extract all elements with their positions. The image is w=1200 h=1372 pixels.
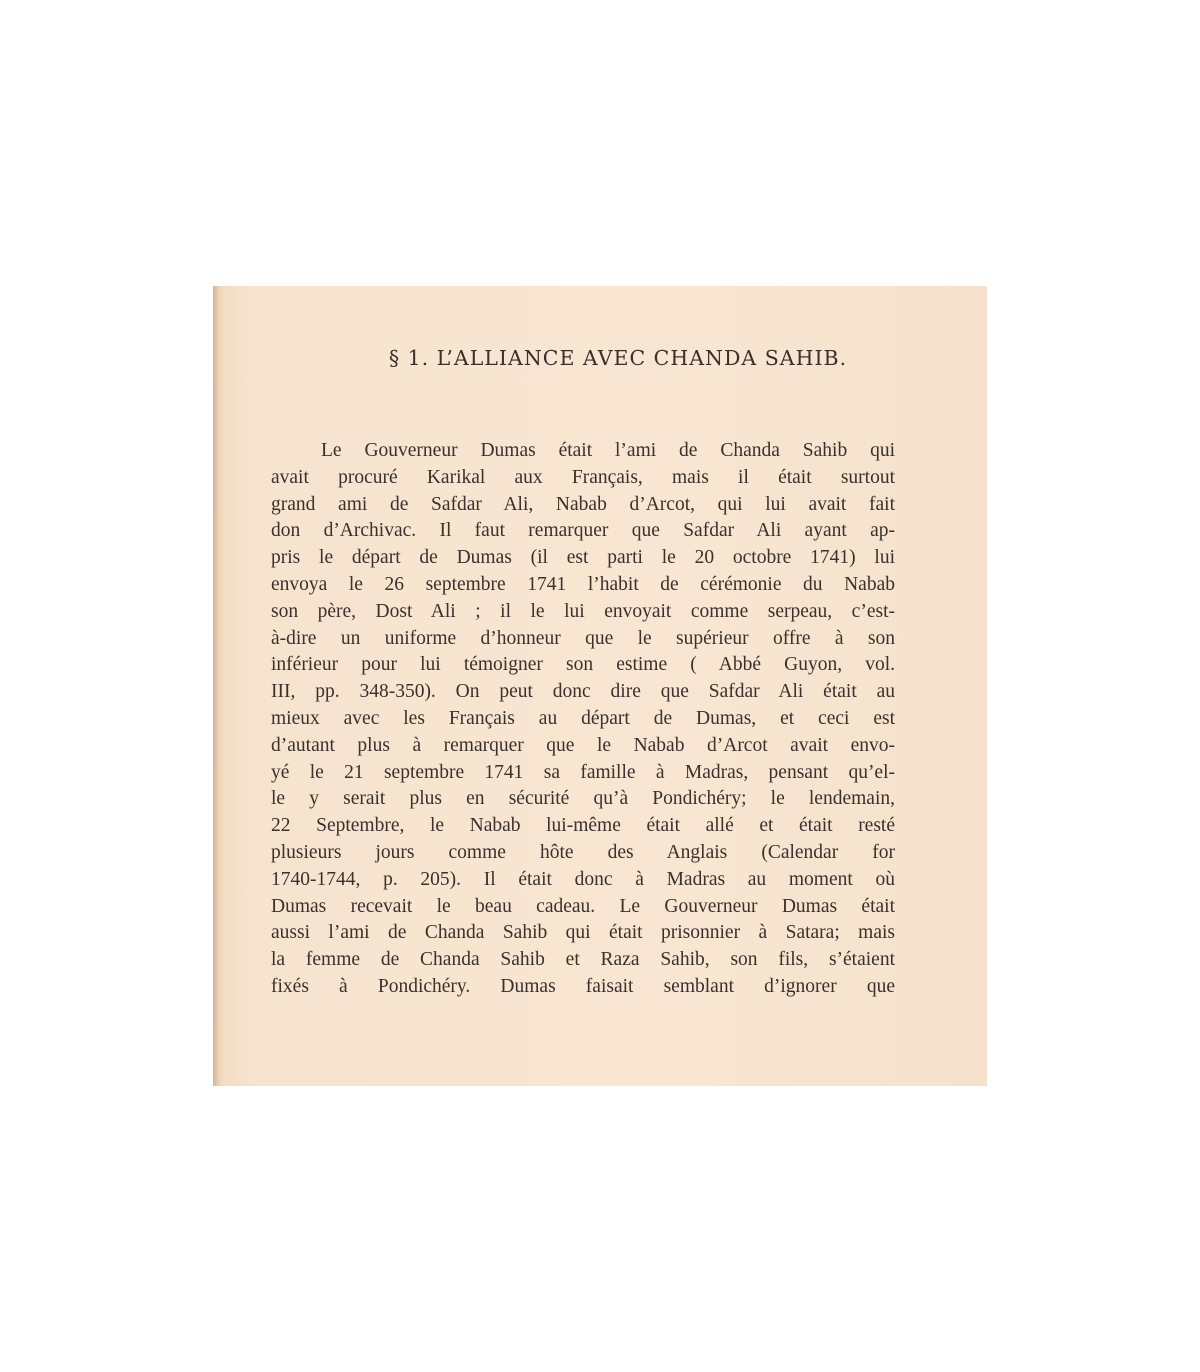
text-line: le y serait plus en sécurité qu’à Pondichéry; le lendemain,	[271, 788, 895, 810]
text-line: pris le départ de Dumas (il est parti le 20 octobre 1741) lui	[271, 547, 895, 569]
text-line: yé le 21 septembre 1741 sa famille à Madras, pensant qu’el-	[271, 761, 895, 783]
text-line: 22 Septembre, le Nabab lui-même était allé et était resté	[271, 815, 895, 837]
text-line: d’autant plus à remarquer que le Nabab d’Arcot avait envo-	[271, 734, 895, 756]
text-line: plusieurs jours comme hôte des Anglais (Calendar for	[271, 841, 895, 863]
text-line: III, pp. 348-350). On peut donc dire que Safdar Ali était au	[271, 681, 895, 703]
text-line: Dumas recevait le beau cadeau. Le Gouverneur Dumas était	[271, 895, 895, 917]
text-line: à-dire un uniforme d’honneur que le supérieur offre à son	[271, 627, 895, 649]
body-text	[271, 438, 895, 1001]
text-line: fixés à Pondichéry. Dumas faisait semblant d’ignorer que	[271, 975, 895, 997]
text-line: son père, Dost Ali ; il le lui envoyait comme serpeau, c’est-	[271, 600, 895, 622]
text-line: aussi l’ami de Chanda Sahib qui était prisonnier à Satara; mais	[271, 922, 895, 944]
text-line: 1740-1744, p. 205). Il était donc à Madras au moment où	[271, 868, 895, 890]
scanned-page	[213, 286, 987, 1086]
text-line: don d’Archivac. Il faut remarquer que Safdar Ali ayant ap-	[271, 520, 895, 542]
text-line: avait procuré Karikal aux Français, mais il était surtout	[271, 466, 895, 488]
text-line: mieux avec les Français au départ de Dumas, et ceci est	[271, 707, 895, 729]
text-line: inférieur pour lui témoigner son estime ( Abbé Guyon, vol.	[271, 654, 895, 676]
text-line: envoya le 26 septembre 1741 l’habit de cérémonie du Nabab	[271, 573, 895, 595]
text-line: Le Gouverneur Dumas était l’ami de Chanda Sahib qui	[321, 440, 895, 461]
section-heading: § 1. L’ALLIANCE AVEC CHANDA SAHIB.	[388, 346, 848, 370]
text-line: la femme de Chanda Sahib et Raza Sahib, son fils, s’étaient	[271, 949, 895, 971]
text-line: grand ami de Safdar Ali, Nabab d’Arcot, qui lui avait fait	[271, 493, 895, 515]
